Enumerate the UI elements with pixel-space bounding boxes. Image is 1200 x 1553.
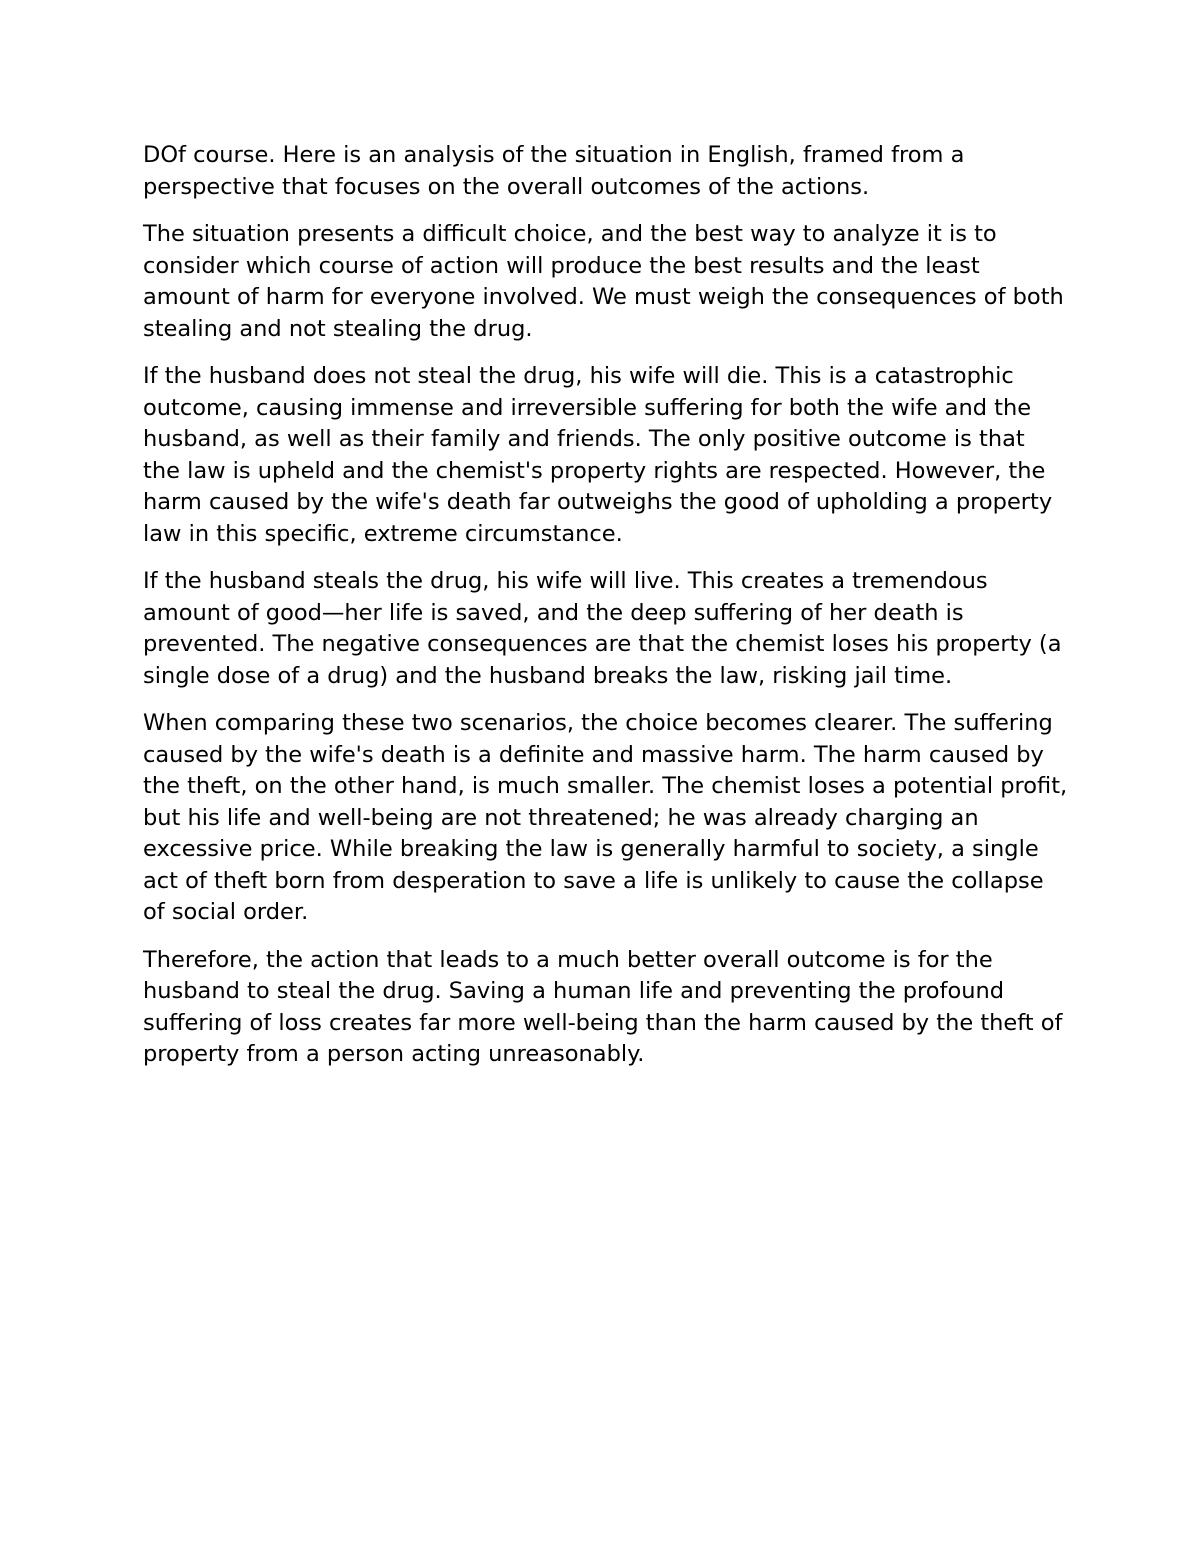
paragraph-not-stealing: If the husband does not steal the drug, his wife will die. This is a catastrophic outcome, causing immense and irreversible suffering for both the wife and the husband, as well as their family and friends. The only positive outcome is that the law is upheld and the chemist's property rights are respected. However, the harm caused by the wife's death far outweighs the good of upholding a property law in this specific, extreme circumstance. [143, 363, 1053, 547]
paragraph-approach: The situation presents a difficult choice, and the best way to analyze it is to consider which course of action will produce the best results and the least amount of harm for everyone involved. We must weigh the consequences of both stealing and not stealing the drug. [143, 221, 1064, 342]
document-body [143, 140, 1068, 1087]
paragraph-comparison: When comparing these two scenarios, the choice becomes clearer. The suffering caused by the wife's death is a definite and massive harm. The harm caused by the theft, on the other hand, is much smaller. The chemist loses a potential profit, but his life and well-being are not threatened; he was already charging an excessive price. While breaking the law is generally harmful to society, a single act of theft born from desperation to save a life is unlikely to cause the collapse of social order. [143, 710, 1068, 925]
paragraph-conclusion: Therefore, the action that leads to a much better overall outcome is for the husband to steal the drug. Saving a human life and preventing the profound suffering of loss creates far more well-being than the harm caused by the theft of property from a person acting unreasonably. [143, 946, 1063, 1067]
paragraph-stealing: If the husband steals the drug, his wife will live. This creates a tremendous amount of good—her life is saved, and the deep suffering of her death is prevented. The negative consequences are that the chemist loses his property (a single dose of a drug) and the husband breaks the law, risking jail time. [143, 568, 1062, 689]
paragraph-intro: DOf course. Here is an analysis of the situation in English, framed from a perspective that focuses on the overall outcomes of the actions. [143, 142, 965, 200]
